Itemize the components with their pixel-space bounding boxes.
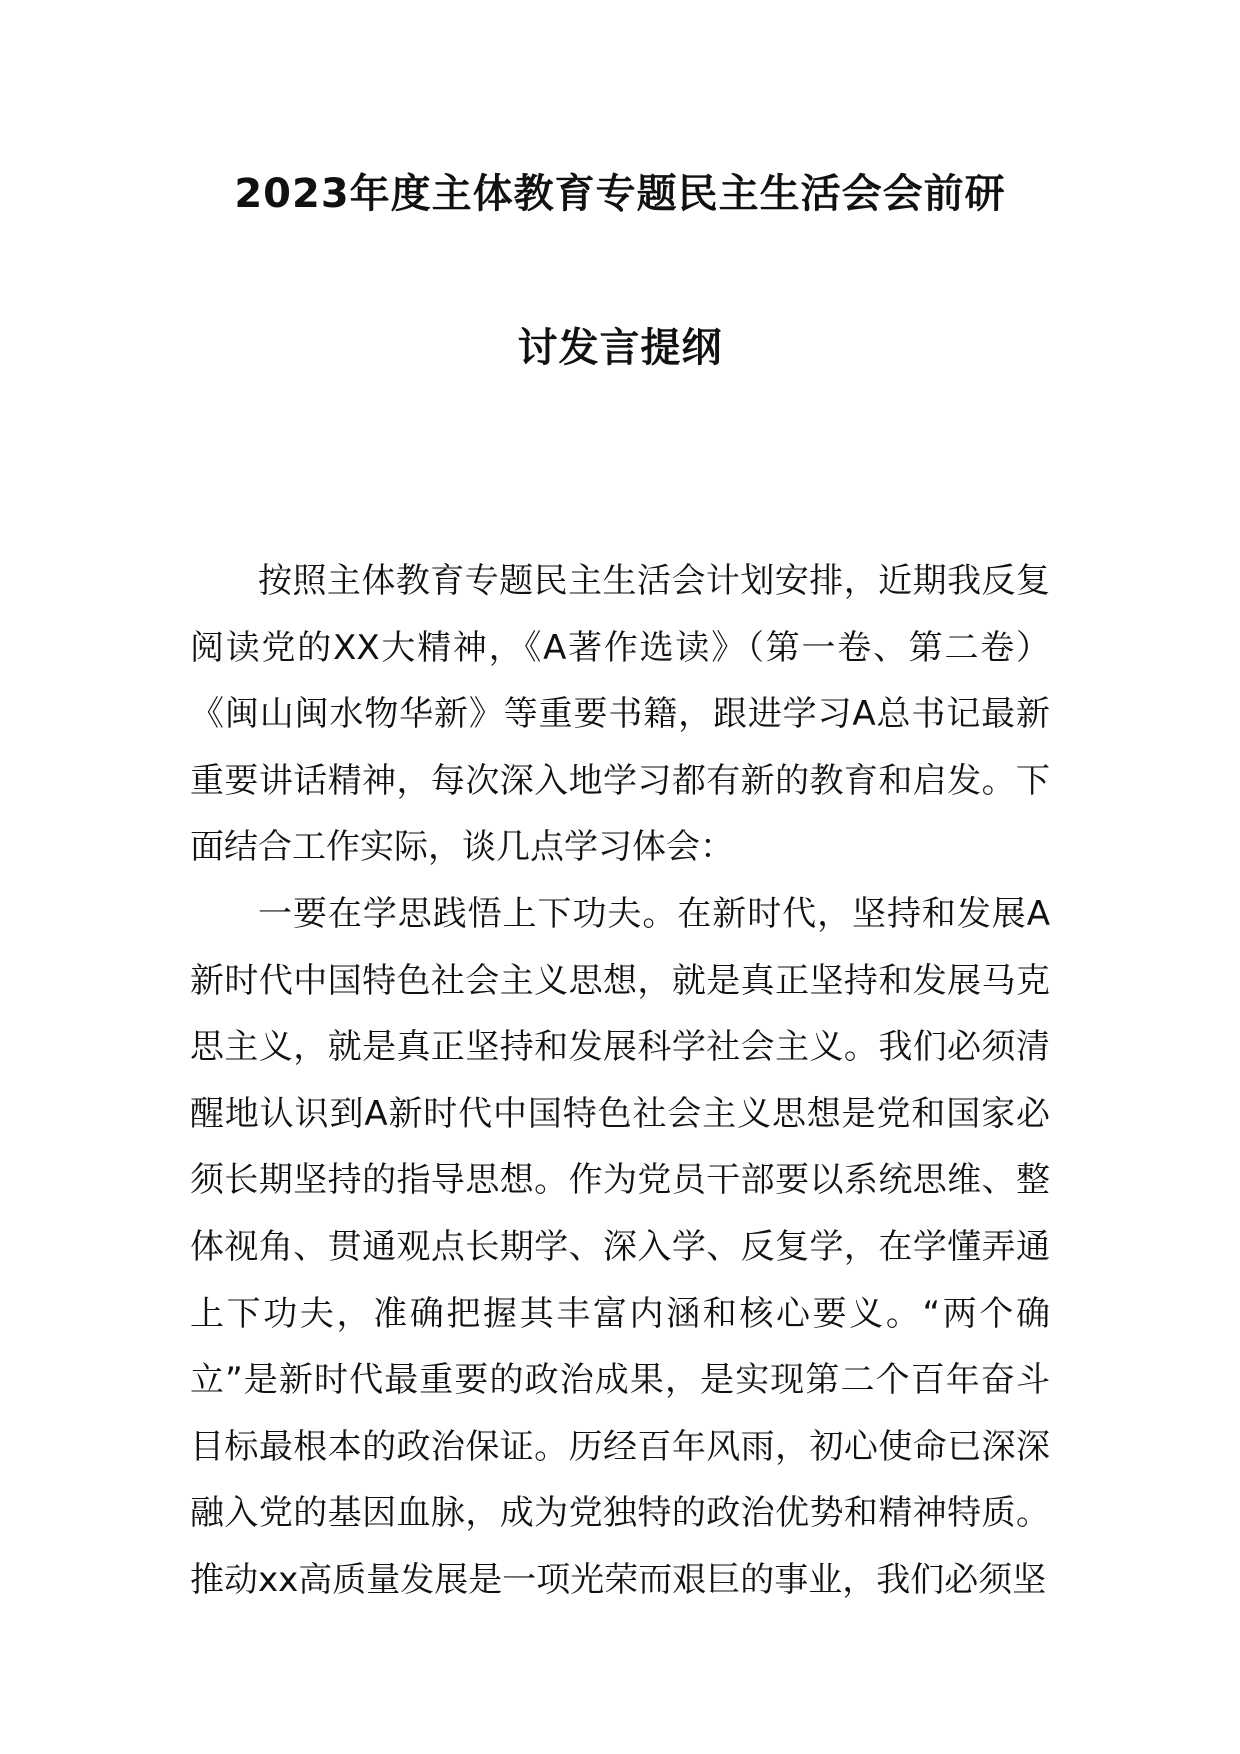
document-title	[150, 170, 1090, 372]
paragraph-point-one: 一要在学思践悟上下功夫。在新时代，坚持和发展A新时代中国特色社会主义思想，就是真正坚持和发展马克思主义，就是真正坚持和发展科学社会主义。我们必须清醒地认识到A新时代中国特色社会主义思想是党和国家必须长期坚持的指导思想。作为党员干部要以系统思维、整体视角、贯通观点长期学、深入学、反复学，在学懂弄通上下功夫，准确把握其丰富内涵和核心要义。“两个确立”是新时代最重要的政治成果，是实现第二个百年奋斗目标最根本的政治保证。历经百年风雨，初心使命已深深融入党的基因血脉，成为党独特的政治优势和精神特质。推动xx高质量发展是一项光荣而艰巨的事业，我们必须坚	[190, 893, 1050, 1600]
title-line-1: 2023年度主体教育专题民主生活会会前研	[234, 171, 1006, 217]
title-line-2: 讨发言提纲	[517, 325, 723, 371]
document-body	[190, 548, 1050, 1614]
paragraph-intro: 按照主体教育专题民主生活会计划安排，近期我反复阅读党的XX大精神，《A著作选读》（第一卷、第二卷）《闽山闽水物华新》等重要书籍，跟进学习A总书记最新重要讲话精神，每次深入地学习都有新的教育和启发。下面结合工作实际，谈几点学习体会：	[190, 561, 1050, 868]
